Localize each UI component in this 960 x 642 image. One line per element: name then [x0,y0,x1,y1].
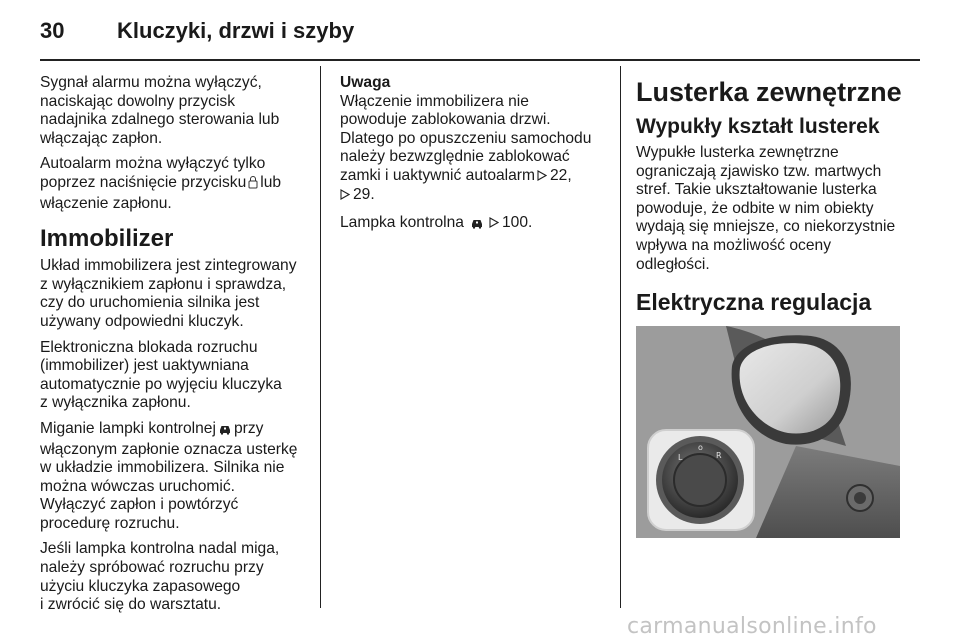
text-line: można wówczas uruchomić. [40,477,235,495]
text-line: włączając zapłon. [40,129,163,147]
page-header [40,18,920,48]
mirror-adjustment-illustration [636,326,900,538]
text-line: Elektroniczna blokada rozruchu [40,338,258,356]
text-line [340,186,612,205]
paragraph-convex-mirrors [636,144,916,274]
paragraph-lamp-flashing [40,420,312,534]
text-line: Autoalarm można wyłączyć tylko [40,155,266,173]
text-line: i zwrócić się do warsztatu. [40,596,222,614]
text-line: czy do uruchomienia silnika jest [40,294,260,312]
text-line: włączonym zapłonie oznacza usterkę [40,440,298,458]
text-line: wydają się mniejsze, co niekorzystnie [636,218,896,236]
text-line: powoduje, że odbite w nim obiekty [636,199,874,217]
triangle-right-outline-icon [537,170,547,181]
text-line: Układ immobilizera jest zintegrowany [40,257,297,275]
photo-label-right: R [716,451,722,460]
text-line [340,214,612,235]
subheading-electric-adjustment: Elektryczna regulacja [636,289,872,316]
subheading-convex-shape: Wypukły kształt lusterek [636,115,880,138]
paragraph-immobilizer-intro [40,257,312,331]
text-line [40,420,312,441]
text-line: nadajnika zdalnego sterowania lub [40,111,280,129]
text-line: wpływa na możliwość oceny [636,236,831,254]
text-line [40,174,312,195]
column-2 [340,74,612,242]
header-rule [40,59,920,61]
column-3 [636,76,916,316]
text-line: powoduje zablokowania drzwi. [340,111,551,129]
text-fragment: Miganie lampki kontrolnej [40,419,216,437]
cross-reference-link[interactable]: 100. [501,214,533,232]
text-line: automatycznie po wyjęciu kluczyka [40,375,282,393]
column-divider-1 [320,66,321,608]
section-title-exterior-mirrors: Lusterka zewnętrzne [636,77,902,107]
text-line: Wypukłe lusterka zewnętrzne [636,144,839,161]
text-line: procedurę rozruchu. [40,514,180,532]
note-heading: Uwaga [340,74,391,91]
text-line: Jeśli lampka kontrolna nadal miga, [40,540,280,558]
text-line: Sygnał alarmu można wyłączyć, [40,74,262,91]
column-divider-2 [620,66,621,608]
padlock-outline-icon [248,175,258,195]
mirror-adjustment-photo [636,326,900,538]
text-line: (immobilizer) jest uaktywniana [40,357,249,375]
paragraph-lamp-reference [340,214,612,235]
text-line: użyciu kluczyka zapasowego [40,577,241,595]
text-line: włączenie zapłonu. [40,194,172,212]
page-number: 30 [40,18,65,43]
text-line: Dlatego po opuszczeniu samochodu [340,129,592,147]
text-line: w układzie immobilizera. Silnika nie [40,459,285,477]
text-fragment: przy [233,419,264,437]
triangle-right-outline-icon [489,217,499,228]
text-line: należy spróbować rozruchu przy [40,559,264,577]
paragraph-immobilizer-activation [40,339,312,413]
car-with-key-icon [470,216,484,235]
photo-label-left: L [678,453,683,462]
cross-reference-link[interactable]: 22, [550,166,572,184]
note-block [340,74,612,204]
paragraph-spare-key [40,540,312,614]
text-line: używany odpowiedni kluczyk. [40,312,244,330]
text-line [340,167,612,186]
text-line: naciskając dowolny przycisk [40,92,235,110]
text-line: z wyłącznikiem zapłonu i sprawdza, [40,275,287,293]
triangle-right-outline-icon [340,189,350,200]
text-fragment: poprzez naciśnięcie przycisku [40,173,247,191]
text-line: odległości. [636,255,710,273]
text-line: Włączenie immobilizera nie [340,92,529,110]
text-line: ograniczają zjawisko tzw. martwych [636,162,882,180]
text-line: stref. Takie ukształtowanie lusterka [636,181,877,199]
page-title: Kluczyki, drzwi i szyby [117,18,355,43]
text-line: z wyłącznika zapłonu. [40,394,191,412]
text-line: Wyłączyć zapłon i powtórzyć [40,496,239,514]
text-fragment: Lampka kontrolna [340,214,464,232]
column-1 [40,74,312,622]
watermark: carmanualsonline.info [627,614,877,639]
text-line: należy bezwzględnie zablokować [340,148,570,166]
section-heading-immobilizer: Immobilizer [40,225,174,253]
text-fragment: lub [260,173,282,191]
paragraph-autoalarm-off [40,155,312,213]
paragraph-alarm-off [40,74,312,148]
car-with-key-icon [218,422,232,441]
text-fragment: zamki i uaktywnić autoalarm [340,166,535,184]
cross-reference-link[interactable]: 29. [353,185,375,203]
photo-label-center: o [698,443,703,452]
